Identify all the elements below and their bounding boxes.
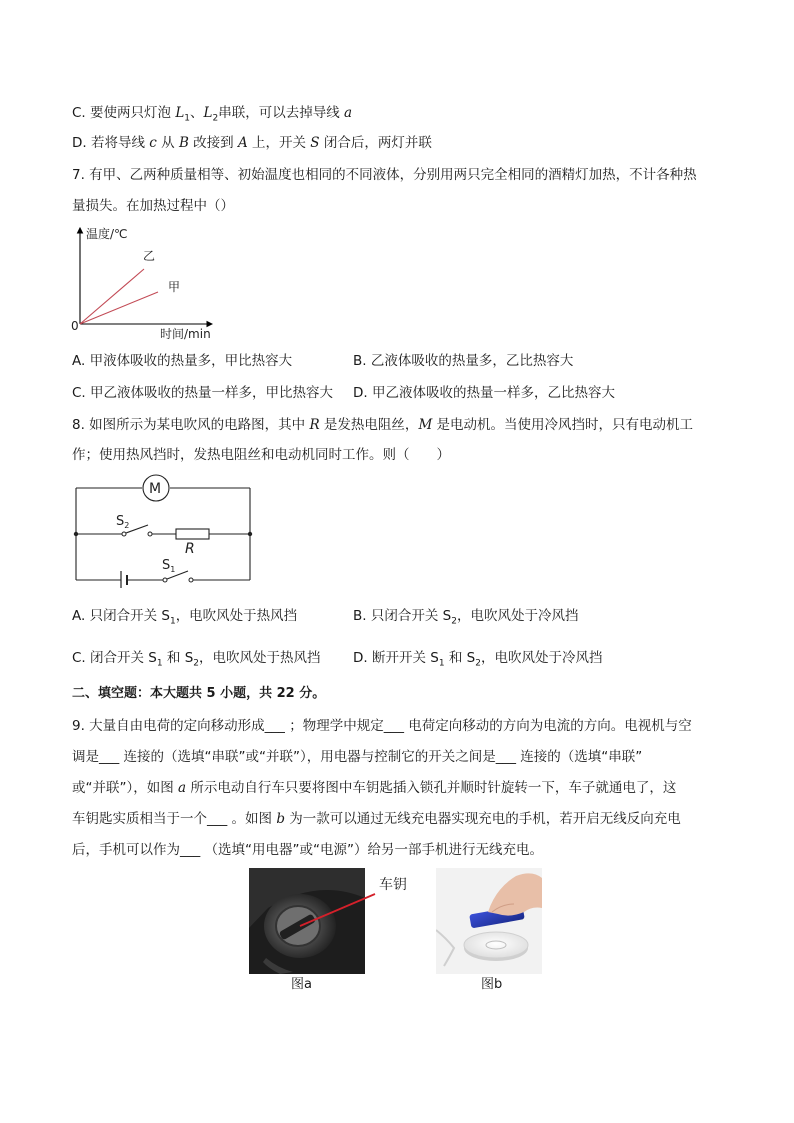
q9-line1: 9. 大量自由电荷的定向移动形成___ ；物理学中规定___ 电荷定向移动的方向为电流的方向。电视机与空 [72,718,692,734]
motor-label: M [149,481,162,497]
section-2-heading: 二、填空题：本大题共 5 小题，共 22 分。 [72,686,326,701]
q7-temperature-time-graph [62,222,222,344]
line-yi [80,269,144,324]
q9-line3: 或“并联”），如图 a 所示电动自行车只要将图中车钥匙插入锁孔并顺时针旋转一下，车子就通电了，这 [72,780,677,796]
s1-label: $S_1$ [162,558,176,574]
q7-option-c: C. 甲乙液体吸收的热量一样多，甲比热容大 [72,385,334,401]
q8-option-b: B. 只闭合开关 $S_2$，电吹风处于冷风挡 [353,608,579,627]
q8-option-c: C. 闭合开关 $S_1$ 和 $S_2$，电吹风处于热风挡 [72,650,321,669]
q9-line5: 后，手机可以作为___ （选填“用电器”或“电源”）给另一部手机进行无线充电。 [72,842,544,858]
r-label: R [185,541,195,557]
q6-option-c: C. 要使两只灯泡 $L_1$、$L_2$串联，可以去掉导线 a [72,105,353,124]
q8-circuit-diagram [66,470,262,588]
q7-option-a: A. 甲液体吸收的热量多，甲比热容大 [72,353,293,369]
q7-option-d: D. 甲乙液体吸收的热量一样多，乙比热容大 [353,385,615,401]
line-jia [80,292,158,324]
q6-option-d: D. 若将导线 c 从 B 改接到 A 上，开关 S 闭合后，两灯并联 [72,135,432,151]
resistor-r [176,529,209,539]
q9-line4: 车钥匙实质相当于一个___ 。如图 b 为一款可以通过无线充电器实现充电的手机，若开启无线反向充电 [72,811,681,827]
q8-stem-line2: 作；使用热风挡时，发热电阻丝和电动机同时工作。则（ ） [72,447,450,463]
label-yi: 乙 [143,249,156,263]
y-axis-label: 温度/℃ [86,227,128,241]
figure-a-caption: 图a [291,977,312,992]
figure-b-caption: 图b [481,977,503,992]
q7-option-b: B. 乙液体吸收的热量多，乙比热容大 [353,353,574,369]
q8-option-a: A. 只闭合开关 $S_1$，电吹风处于热风挡 [72,608,298,627]
s2-label: $S_2$ [116,514,130,530]
q9-line2: 调是___ 连接的（选填“串联”或“并联”），用电器与控制它的开关之间是___ 连接的（选填“串联” [72,749,643,765]
origin-label: 0 [71,319,79,333]
figure-b-wireless-charger-photo [436,868,542,974]
q7-stem-line1: 7. 有甲、乙两种质量相等、初始温度也相同的不同液体，分别用两只完全相同的酒精灯加热，不计各种热 [72,167,697,183]
q8-stem-line1: 8. 如图所示为某电吹风的电路图，其中 R 是发热电阻丝，M 是电动机。当使用冷风挡时，只有电动机工 [72,417,694,433]
figure-a-car-key-photo [248,868,418,976]
label-jia: 甲 [168,280,181,294]
q7-stem-line2: 量损失。在加热过程中（） [72,198,234,214]
q8-option-d: D. 断开开关 $S_1$ 和 $S_2$，电吹风处于冷风挡 [353,650,603,669]
x-axis-label: 时间/min [160,327,211,341]
figure-a-label-key: 车钥 [379,877,407,893]
